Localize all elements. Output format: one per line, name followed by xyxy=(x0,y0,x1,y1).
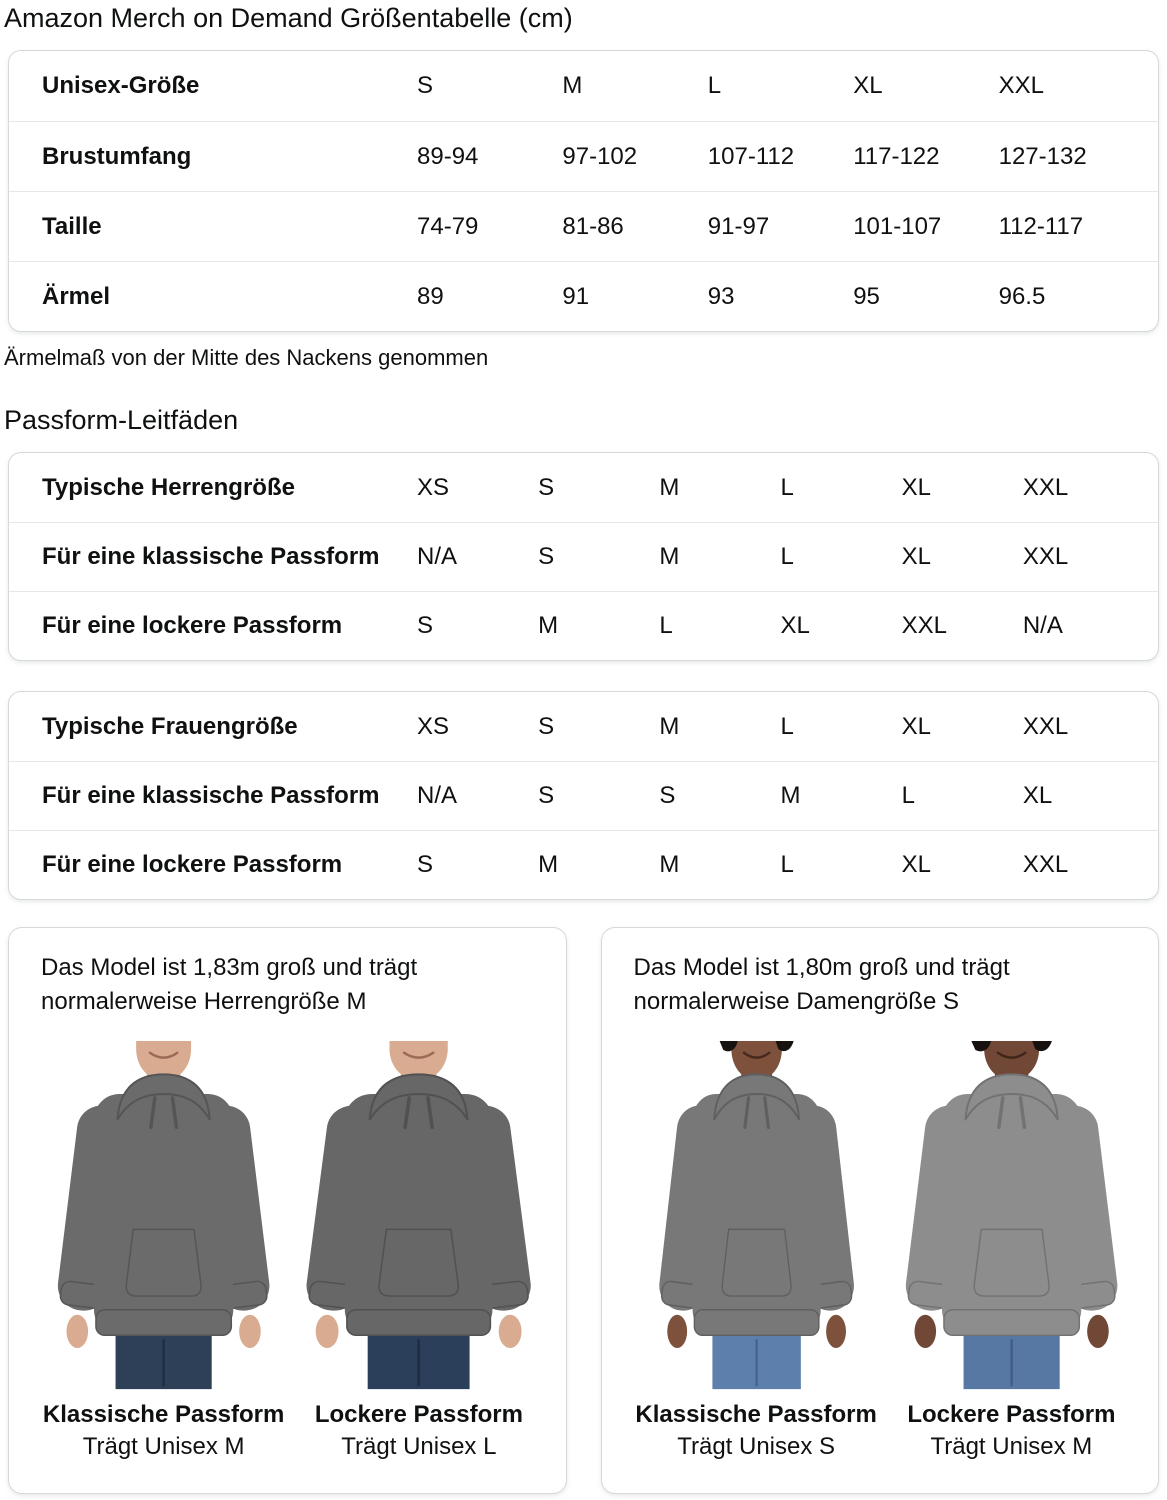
row-label-sleeve: Ärmel xyxy=(42,282,111,310)
table-row xyxy=(9,121,1158,191)
size-cell: 97-102 xyxy=(562,142,638,170)
table-row xyxy=(9,522,1158,591)
size-cell: XXL xyxy=(901,612,948,639)
row-label-loose-fit: Für eine lockere Passform xyxy=(42,851,343,878)
size-cell: L xyxy=(780,543,794,570)
table-row xyxy=(9,591,1158,660)
row-label-chest: Brustumfang xyxy=(42,142,192,170)
men-model-card xyxy=(8,927,567,1494)
size-cell: N/A xyxy=(1022,612,1063,639)
size-cell: XS xyxy=(417,712,450,740)
size-cell: 112-117 xyxy=(998,212,1084,240)
size-cell: M xyxy=(659,851,680,878)
row-label-typical-mens-size: Typische Herrengröße xyxy=(42,473,295,501)
women-model-card xyxy=(601,927,1160,1494)
table-row xyxy=(9,692,1158,761)
unisex-size-table xyxy=(8,50,1159,332)
men-fit-table xyxy=(8,452,1159,661)
size-cell: L xyxy=(780,712,794,740)
size-cell: XXL xyxy=(1022,712,1069,740)
sleeve-measure-note: Ärmelmaß von der Mitte des Nackens genommen xyxy=(4,345,489,370)
size-cell: XL xyxy=(1022,782,1053,809)
size-cell: 89-94 xyxy=(417,142,479,170)
size-cell: S xyxy=(538,473,555,501)
model-photo-men-classic-fit xyxy=(41,1041,286,1393)
size-cell: L xyxy=(780,473,794,501)
model-photo-women-loose-fit xyxy=(889,1041,1134,1393)
figure-caption-title: Lockere Passform xyxy=(314,1401,523,1428)
size-cell: M xyxy=(659,473,680,501)
table-row xyxy=(9,191,1158,261)
size-cell: XXL xyxy=(1022,851,1069,878)
figure-classic-fit xyxy=(41,1041,286,1464)
size-cell: S xyxy=(417,851,434,878)
size-cell: M xyxy=(538,851,559,878)
size-cell: N/A xyxy=(417,782,458,809)
table-row xyxy=(9,51,1158,121)
size-cell: XL xyxy=(901,543,932,570)
size-cell: N/A xyxy=(417,543,458,570)
size-cell: S xyxy=(538,543,555,570)
size-cell: 74-79 xyxy=(417,212,479,240)
size-cell: XL xyxy=(901,712,932,740)
size-cell: 81-86 xyxy=(562,212,624,240)
hoodie-model-illustration xyxy=(643,1041,869,1393)
size-cell: XS xyxy=(417,473,450,501)
size-cell: 91-97 xyxy=(707,212,770,240)
size-cell: M xyxy=(562,72,583,99)
size-cell: S xyxy=(417,612,434,639)
size-cell: XL xyxy=(901,473,932,501)
size-cell: XXL xyxy=(1022,543,1069,570)
row-label-unisex-size: Unisex-Größe xyxy=(42,72,200,99)
table-row xyxy=(9,453,1158,522)
size-cell: M xyxy=(538,612,559,639)
size-cell: XXL xyxy=(998,72,1044,99)
fit-guides-heading: Passform-Leitfäden xyxy=(4,405,239,435)
figure-caption-title: Klassische Passform xyxy=(42,1401,285,1428)
figure-caption-size: Trägt Unisex M xyxy=(930,1433,1093,1460)
table-row xyxy=(9,261,1158,331)
figure-caption-size: Trägt Unisex L xyxy=(341,1433,497,1460)
size-cell: XL xyxy=(853,72,883,99)
size-cell: S xyxy=(659,782,676,809)
size-cell: L xyxy=(707,72,722,99)
size-cell: M xyxy=(659,543,680,570)
size-cell: XL xyxy=(901,851,932,878)
page-title: Amazon Merch on Demand Größentabelle (cm) xyxy=(4,3,573,33)
size-cell: 107-112 xyxy=(707,142,795,170)
size-cell: M xyxy=(659,712,680,740)
women-fit-table xyxy=(8,691,1159,900)
size-cell: M xyxy=(780,782,801,809)
figure-classic-fit xyxy=(634,1041,879,1464)
size-cell: XL xyxy=(780,612,810,639)
size-cell: L xyxy=(780,851,794,878)
row-label-loose-fit: Für eine lockere Passform xyxy=(42,612,343,639)
hoodie-model-illustration xyxy=(289,1041,549,1393)
model-photo-women-classic-fit xyxy=(634,1041,879,1393)
size-cell: 96.5 xyxy=(998,282,1046,310)
size-cell: 91 xyxy=(562,282,590,310)
row-label-classic-fit: Für eine klassische Passform xyxy=(42,543,380,570)
men-model-description: Das Model ist 1,83m groß und trägt normalerweise Herrengröße M xyxy=(41,954,418,1015)
size-cell: 117-122 xyxy=(853,142,940,170)
size-cell: 127-132 xyxy=(998,142,1087,170)
model-photo-men-loose-fit xyxy=(296,1041,541,1393)
size-cell: 95 xyxy=(853,282,880,310)
row-label-classic-fit: Für eine klassische Passform xyxy=(42,782,380,809)
row-label-waist: Taille xyxy=(42,212,102,240)
figure-loose-fit xyxy=(296,1041,541,1464)
size-cell: S xyxy=(417,72,434,99)
size-cell: 93 xyxy=(707,282,735,310)
figure-caption-title: Klassische Passform xyxy=(635,1401,877,1428)
figure-loose-fit xyxy=(889,1041,1134,1464)
figure-caption-size: Trägt Unisex M xyxy=(82,1433,245,1460)
table-row xyxy=(9,761,1158,830)
size-cell: XXL xyxy=(1022,473,1069,501)
size-cell: L xyxy=(901,782,916,809)
women-model-description: Das Model ist 1,80m groß und trägt normalerweise Damengröße S xyxy=(633,954,1010,1015)
model-cards-row xyxy=(8,927,1159,1494)
row-label-typical-womens-size: Typische Frauengröße xyxy=(42,712,298,740)
hoodie-model-illustration xyxy=(41,1041,286,1393)
size-cell: L xyxy=(659,612,673,639)
size-cell: S xyxy=(538,782,555,809)
women-figures xyxy=(634,1041,1135,1464)
figure-caption-title: Lockere Passform xyxy=(907,1401,1116,1428)
hoodie-model-illustration xyxy=(889,1041,1134,1393)
size-cell: 101-107 xyxy=(853,212,942,240)
figure-caption-size: Trägt Unisex S xyxy=(677,1433,836,1460)
size-cell: S xyxy=(538,712,555,740)
table-row xyxy=(9,830,1158,899)
men-figures xyxy=(41,1041,542,1464)
size-cell: 89 xyxy=(417,282,444,310)
